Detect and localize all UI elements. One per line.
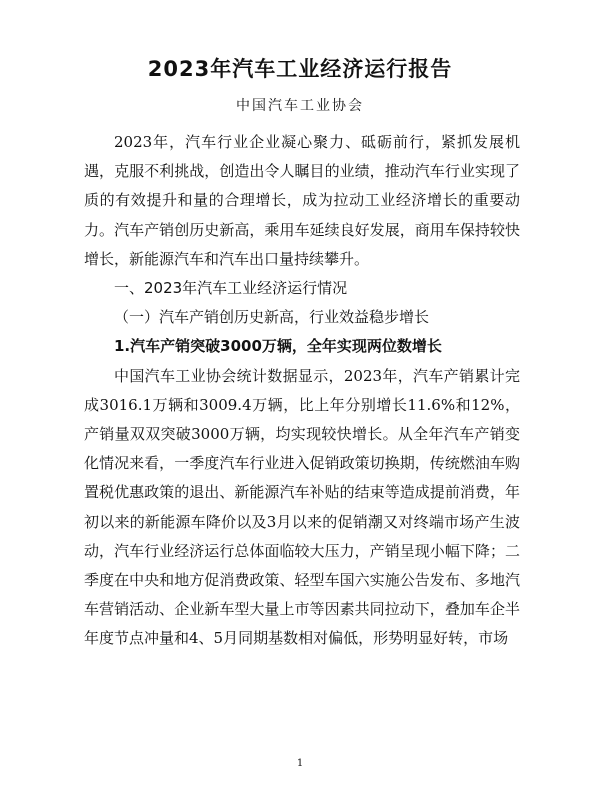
body-paragraph: 中国汽车工业协会统计数据显示，2023年，汽车产销累计完成3016.1万辆和3009.4万辆，比上年分别增长11.6%和12%，产销量双双突破3000万辆，均实现较快增长。从全年汽车产销变化情况来看，一季度汽车行业进入促销政策切换期，传统燃油车购置税优惠政策的退出、新能源汽车补贴的结束等造成提前消费，年初以来的新能源车降价以及3月以来的促销潮又对终端市场产生波动，汽车行业经济运行总体面临较大压力，产销呈现小幅下降；二季度在中央和地方促消费政策、轻型车国六实施公告发布、多地汽车营销活动、企业新车型大量上市等因素共同拉动下，叠加车企半年度节点冲量和4、5月同期基数相对偏低，形势明显好转，市场: [84, 366, 520, 648]
document-author: 中国汽车工业协会: [236, 98, 364, 114]
document-body: [84, 128, 520, 654]
point-heading: 1.汽车产销突破3000万辆，全年实现两位数增长: [114, 337, 442, 356]
document-title: 2023年汽车工业经济运行报告: [147, 57, 453, 81]
section-heading: 一、2023年汽车工业经济运行情况: [114, 279, 348, 298]
intro-paragraph: 2023年，汽车行业企业凝心聚力、砥砺前行，紧抓发展机遇，克服不利挑战，创造出令人瞩目的业绩，推动汽车行业实现了质的有效提升和量的合理增长，成为拉动工业经济增长的重要动力。汽车产销创历史新高，乘用车延续良好发展，商用车保持较快增长，新能源汽车和汽车出口量持续攀升。: [84, 133, 520, 268]
page-number: 1: [296, 758, 304, 769]
subsection-heading: （一）汽车产销创历史新高，行业效益稳步增长: [114, 308, 430, 327]
